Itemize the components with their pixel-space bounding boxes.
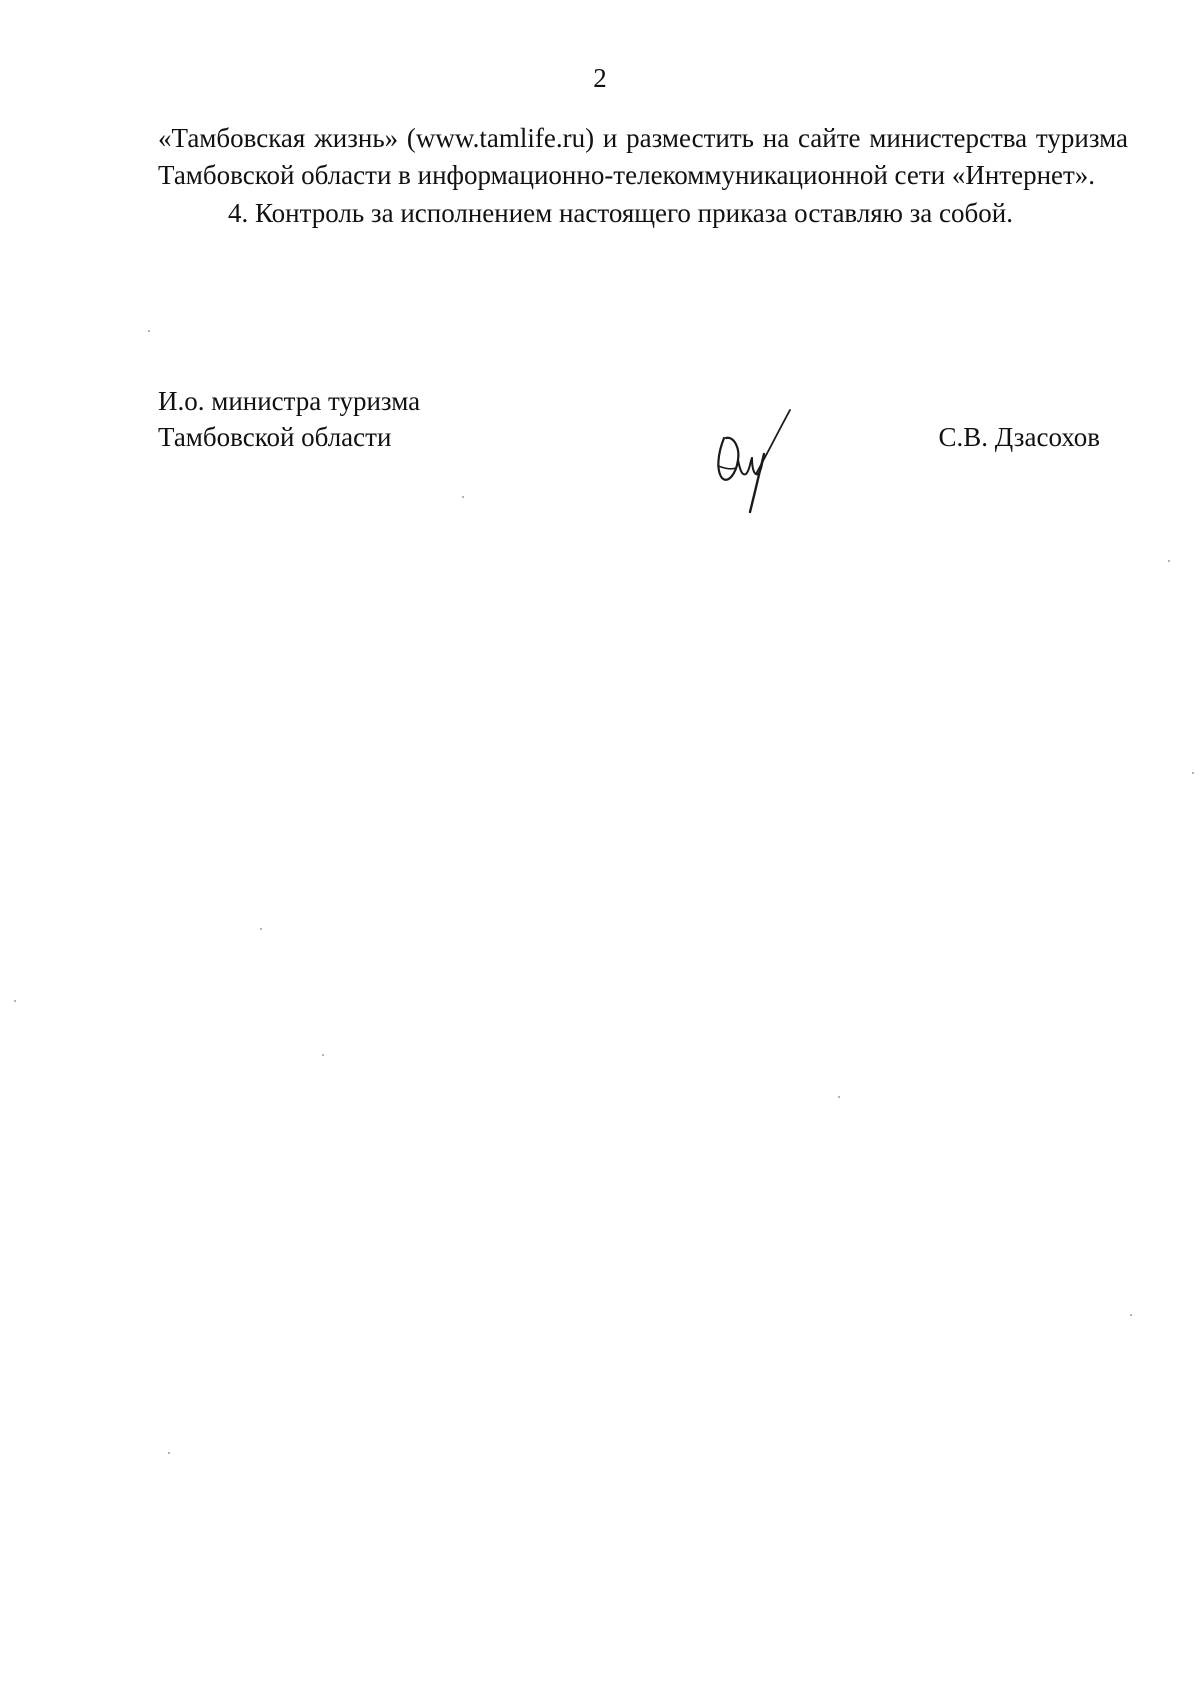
- scan-speck: [260, 928, 262, 930]
- scan-speck: [14, 1000, 16, 1002]
- scan-speck: [1168, 560, 1170, 562]
- handwritten-signature-icon: [710, 408, 800, 518]
- page-number: 2: [593, 63, 607, 93]
- scan-speck: [322, 1054, 324, 1056]
- scan-speck: [1192, 772, 1194, 774]
- scan-speck: [1130, 1314, 1132, 1316]
- signatory-title-line-1: И.о. министра туризма: [158, 386, 421, 416]
- document-body: [158, 120, 1128, 232]
- signature-block: [158, 383, 1128, 455]
- paragraph-publication: «Тамбовская жизнь» (www.tamlife.ru) и разместить на сайте министерства туризма Тамбовской области в информационно-телекоммуникационной сети «Интернет».: [158, 123, 1128, 190]
- signatory-title-line-2: Тамбовской области: [158, 422, 392, 452]
- signatory-name: С.В. Дзасохов: [938, 422, 1100, 452]
- scan-speck: [462, 496, 464, 498]
- scan-speck: [838, 1096, 840, 1098]
- scan-speck: [148, 330, 150, 332]
- scan-speck: [168, 1452, 170, 1454]
- paragraph-control-clause: 4. Контроль за исполнением настоящего приказа оставляю за собой.: [228, 198, 1013, 228]
